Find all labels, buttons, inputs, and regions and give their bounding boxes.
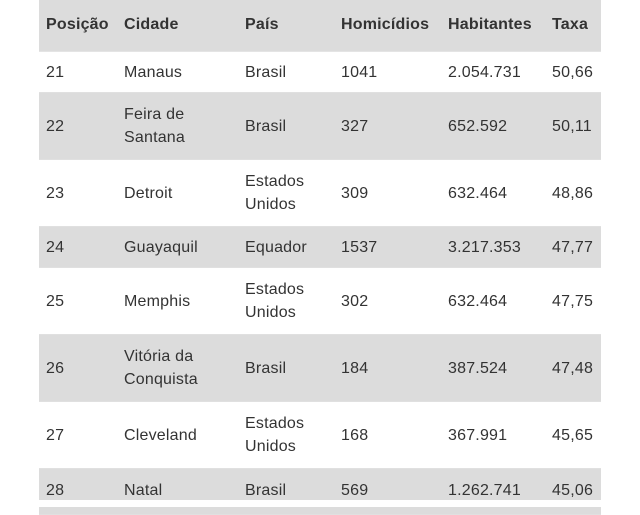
cell-city: Feira de Santana xyxy=(124,106,186,146)
cell-country: Brasil xyxy=(245,117,287,135)
cell-inhabitants: 632.464 xyxy=(448,292,508,310)
cell-homicides: 327 xyxy=(341,117,369,135)
cell-inhabitants: 1.262.741 xyxy=(448,482,521,499)
cell-position: 23 xyxy=(46,184,65,202)
cell-rate: 48,86 xyxy=(552,184,594,202)
cell-country: Equador xyxy=(245,238,307,256)
cell-city: Vitória da Conquista xyxy=(124,348,198,388)
cell-position: 24 xyxy=(46,238,65,256)
cell-country: Estados Unidos xyxy=(245,415,305,455)
table-header-row xyxy=(39,0,601,52)
table-row xyxy=(39,268,601,335)
table-row xyxy=(39,160,601,227)
table-row xyxy=(39,469,601,515)
cell-homicides: 1537 xyxy=(341,238,378,256)
cell-rate: 45,65 xyxy=(552,426,594,444)
table-row xyxy=(39,402,601,469)
header-city: Cidade xyxy=(117,0,238,52)
homicide-ranking-table-container xyxy=(39,0,601,515)
cell-inhabitants: 3.217.353 xyxy=(448,238,521,256)
table-row xyxy=(39,227,601,268)
table-row xyxy=(39,93,601,160)
cell-city: Memphis xyxy=(124,292,191,310)
cell-position: 26 xyxy=(46,359,65,377)
cell-country: Brasil xyxy=(245,63,287,81)
cell-position: 27 xyxy=(46,426,65,444)
cell-homicides: 184 xyxy=(341,359,369,377)
table-row xyxy=(39,335,601,402)
cell-inhabitants: 2.054.731 xyxy=(448,63,521,81)
cell-rate: 47,75 xyxy=(552,292,594,310)
cell-homicides: 309 xyxy=(341,184,369,202)
page-bottom-edge xyxy=(0,500,640,507)
header-rate: Taxa xyxy=(545,0,601,52)
cell-inhabitants: 632.464 xyxy=(448,184,508,202)
header-position: Posição xyxy=(39,0,117,52)
cell-position: 25 xyxy=(46,292,65,310)
cell-city: Detroit xyxy=(124,184,173,202)
cell-rate: 47,77 xyxy=(552,238,594,256)
cell-position: 28 xyxy=(46,482,65,499)
cell-rate: 45,06 xyxy=(552,482,594,499)
header-country: País xyxy=(238,0,334,52)
cell-country: Estados Unidos xyxy=(245,281,305,321)
cell-city: Guayaquil xyxy=(124,238,198,256)
cell-city: Cleveland xyxy=(124,426,197,444)
cell-country: Estados Unidos xyxy=(245,173,305,213)
cell-country: Brasil xyxy=(245,359,287,377)
cell-position: 22 xyxy=(46,117,65,135)
cell-homicides: 569 xyxy=(341,482,369,499)
cell-rate: 50,11 xyxy=(552,117,592,135)
table-row xyxy=(39,52,601,93)
cell-rate: 50,66 xyxy=(552,63,594,81)
homicide-ranking-table xyxy=(39,0,601,515)
cell-inhabitants: 367.991 xyxy=(448,426,508,444)
cell-city: Natal xyxy=(124,482,163,499)
cell-homicides: 302 xyxy=(341,292,369,310)
cell-position: 21 xyxy=(46,63,65,81)
cell-inhabitants: 387.524 xyxy=(448,359,508,377)
cell-rate: 47,48 xyxy=(552,359,594,377)
header-inhabitants: Habitantes xyxy=(441,0,545,52)
cell-country: Brasil xyxy=(245,482,287,499)
header-homicides: Homicídios xyxy=(334,0,441,52)
cell-homicides: 1041 xyxy=(341,63,378,81)
cell-inhabitants: 652.592 xyxy=(448,117,508,135)
cell-city: Manaus xyxy=(124,63,183,81)
cell-homicides: 168 xyxy=(341,426,369,444)
